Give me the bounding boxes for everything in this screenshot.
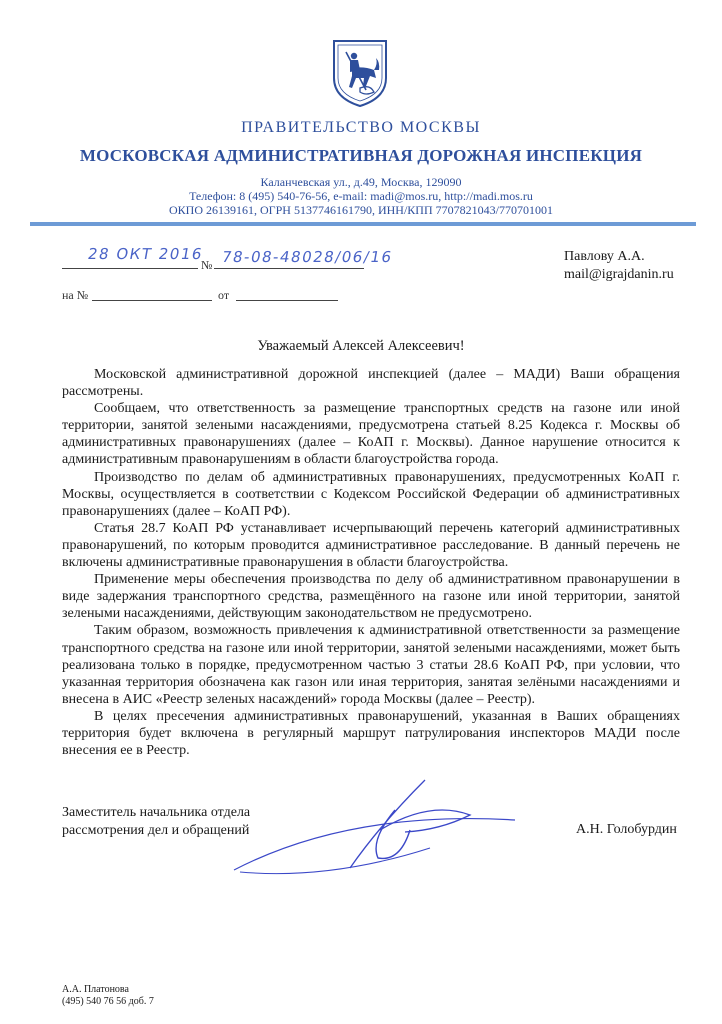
phone-line: Телефон: 8 (495) 540-76-56, e-mail: madi@mos.ru, http://madi.mos.ru <box>189 189 533 203</box>
handwritten-signature <box>230 770 530 890</box>
recipient-email: mail@igrajdanin.ru <box>564 267 674 282</box>
reply-date-underline <box>236 300 338 301</box>
executor-block <box>62 984 154 1008</box>
number-underline <box>214 268 364 269</box>
signatory-title <box>62 804 250 840</box>
moscow-coat-of-arms-icon <box>330 38 390 108</box>
ids-line: ОКПО 26139161, ОГРН 5137746161790, ИНН/КПП 7707821043/770701001 <box>169 203 553 217</box>
government-title: ПРАВИТЕЛЬСТВО МОСКВЫ <box>241 119 481 136</box>
executor-phone: (495) 540 76 56 доб. 7 <box>62 996 154 1007</box>
letter-body <box>62 366 680 759</box>
paragraph: Московской административной дорожной инспекцией (далее – МАДИ) Ваши обращения рассмотрены. <box>62 367 680 400</box>
signatory-title-line: рассмотрения дел и обращений <box>62 823 250 838</box>
signatory-title-line: Заместитель начальника отдела <box>62 805 251 820</box>
number-sign: № <box>201 258 213 272</box>
recipient-name: Павлову А.А. <box>564 249 645 264</box>
header-divider <box>30 222 696 226</box>
signatory-name: А.Н. Голобурдин <box>576 822 677 837</box>
reply-number-underline <box>92 300 212 301</box>
address-line: Каланчевская ул., д.49, Москва, 129090 <box>260 175 462 189</box>
registration-number: 78-08-48028/06/16 <box>220 248 395 266</box>
registration-date: 28 ОКТ 2016 <box>86 245 205 263</box>
date-underline <box>62 268 198 269</box>
paragraph: Таким образом, возможность привлечения к административной ответственности за размещение транспортного средства на газоне или иной территории, занятой зелеными насаждениями, может быть реализована только в порядке, предусмотренном частью 3 статьи 28.6 КоАП РФ, при условии, что указанная территория обозначена как газон или иная территория, занятая зелёными насаждениями и внесена в АИС «Реестр зеленых насаждений» города Москвы (далее – Реестр). <box>62 623 680 707</box>
paragraph: В целях пресечения административных правонарушений, указанная в Ваших обращениях территория будет включена в регулярный маршрут патрулирования инспекторов МАДИ после внесения ее в Реестр. <box>62 708 680 759</box>
paragraph: Производство по делам об административных правонарушениях, предусмотренных КоАП г. Москвы, осуществляется в соответствии с Кодексом Российской Федерации об административных правонарушениях (далее – КоАП РФ). <box>62 469 680 519</box>
paragraph: Сообщаем, что ответственность за размещение транспортных средств на газоне или иной территории, занятой зелеными насаждениями, предусмотрена статьей 8.25 Кодекса г. Москвы об административных правонарушениях (далее – КоАП г. Москвы). Данное нарушение относится к административным правонарушениям в области благоустройства города. <box>62 401 680 468</box>
organization-title: МОСКОВСКАЯ АДМИНИСТРАТИВНАЯ ДОРОЖНАЯ ИНСПЕКЦИЯ <box>79 146 643 165</box>
recipient-block <box>564 248 674 284</box>
executor-name: А.А. Платонова <box>62 984 129 995</box>
reply-date-label: от <box>218 288 230 302</box>
paragraph: Применение меры обеспечения производства по делу об административном правонарушении в виде задержания транспортного средства, размещённого на газоне или иной территории, занятой зелеными насаждениями, действующим законодательством не предусмотрено. <box>62 572 680 622</box>
paragraph: Статья 28.7 КоАП РФ устанавливает исчерпывающий перечень категорий административных правонарушений, по которым проводится административное расследование. В данный перечень не включены административные правонарушения в области благоустройства. <box>62 520 680 571</box>
greeting: Уважаемый Алексей Алексеевич! <box>257 338 465 354</box>
reply-to-number-label: на № <box>62 288 89 302</box>
